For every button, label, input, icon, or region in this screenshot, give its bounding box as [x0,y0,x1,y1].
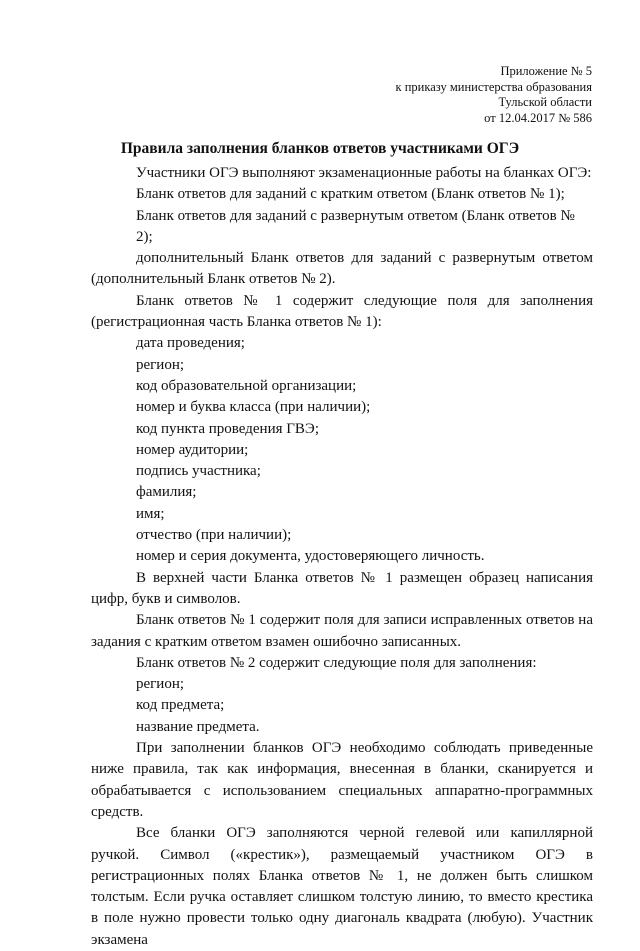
list-item: код пункта проведения ГВЭ; [136,420,319,437]
appendix-number: Приложение № 5 [500,64,592,78]
list-item: регион; [136,676,185,693]
paragraph: При заполнении бланков ОГЭ необходимо соблюдать приведенные ниже правила, так как информация, внесенная в бланки, сканируется и обрабатывается с использованием специальных аппаратно-программных средств. [91,740,593,820]
appendix-order-date: от 12.04.2017 № 586 [484,110,592,125]
list-item: номер и буква класса (при наличии); [136,399,371,416]
list-item: номер аудитории; [136,441,249,458]
list-item: дата проведения; [136,335,245,352]
list-item: номер и серия документа, удостоверяющего личность. [136,548,485,565]
appendix-header [396,64,592,126]
list-item: фамилия; [136,484,197,501]
list-item: имя; [136,505,165,522]
paragraph: дополнительный Бланк ответов для заданий с развернутым ответом (дополнительный Бланк ответов № 2). [91,250,593,288]
document-title: Правила заполнения бланков ответов участниками ОГЭ [120,140,520,157]
paragraph: Бланк ответов № 1 содержит следующие поля для заполнения (регистрационная часть Бланка ответов № 1): [91,292,593,331]
paragraph: Бланк ответов № 1 содержит поля для записи исправленных ответов на задания с кратким ответом взамен ошибочно записанных. [91,612,593,650]
list-item: регион; [136,356,185,373]
paragraph: В верхней части Бланка ответов № 1 размещен образец написания цифр, букв и символов. [91,569,593,607]
paragraph: Бланк ответов для заданий с развернутым ответом (Бланк ответов № 2); [136,207,575,245]
list-item: отчество (при наличии); [136,527,292,544]
list-item: название предмета. [136,718,260,735]
list-item: подпись участника; [136,463,261,480]
document-body [91,163,593,951]
paragraph-continued: Все бланки ОГЭ заполняются черной гелевой или капиллярной ручкой. Символ («крестик»), размещаемый участником ОГЭ в регистрационных полях Бланка ответов № 1, не должен быть слишком толстым. Если ручка оставляет слишком толстую линию, то вместо крестика в поле нужно провести только одну диагональ квадрата (любую). Участник экзамена [91,825,593,948]
appendix-order-ref: к приказу министерства образования [395,79,592,94]
appendix-region: Тульской области [498,95,592,109]
paragraph: Бланк ответов для заданий с кратким ответом (Бланк ответов № 1); [136,186,565,203]
paragraph: Бланк ответов № 2 содержит следующие поля для заполнения: [136,654,537,671]
list-item: код образовательной организации; [136,377,357,394]
list-item: код предмета; [136,697,225,714]
paragraph: Участники ОГЭ выполняют экзаменационные работы на бланках ОГЭ: [136,165,592,181]
